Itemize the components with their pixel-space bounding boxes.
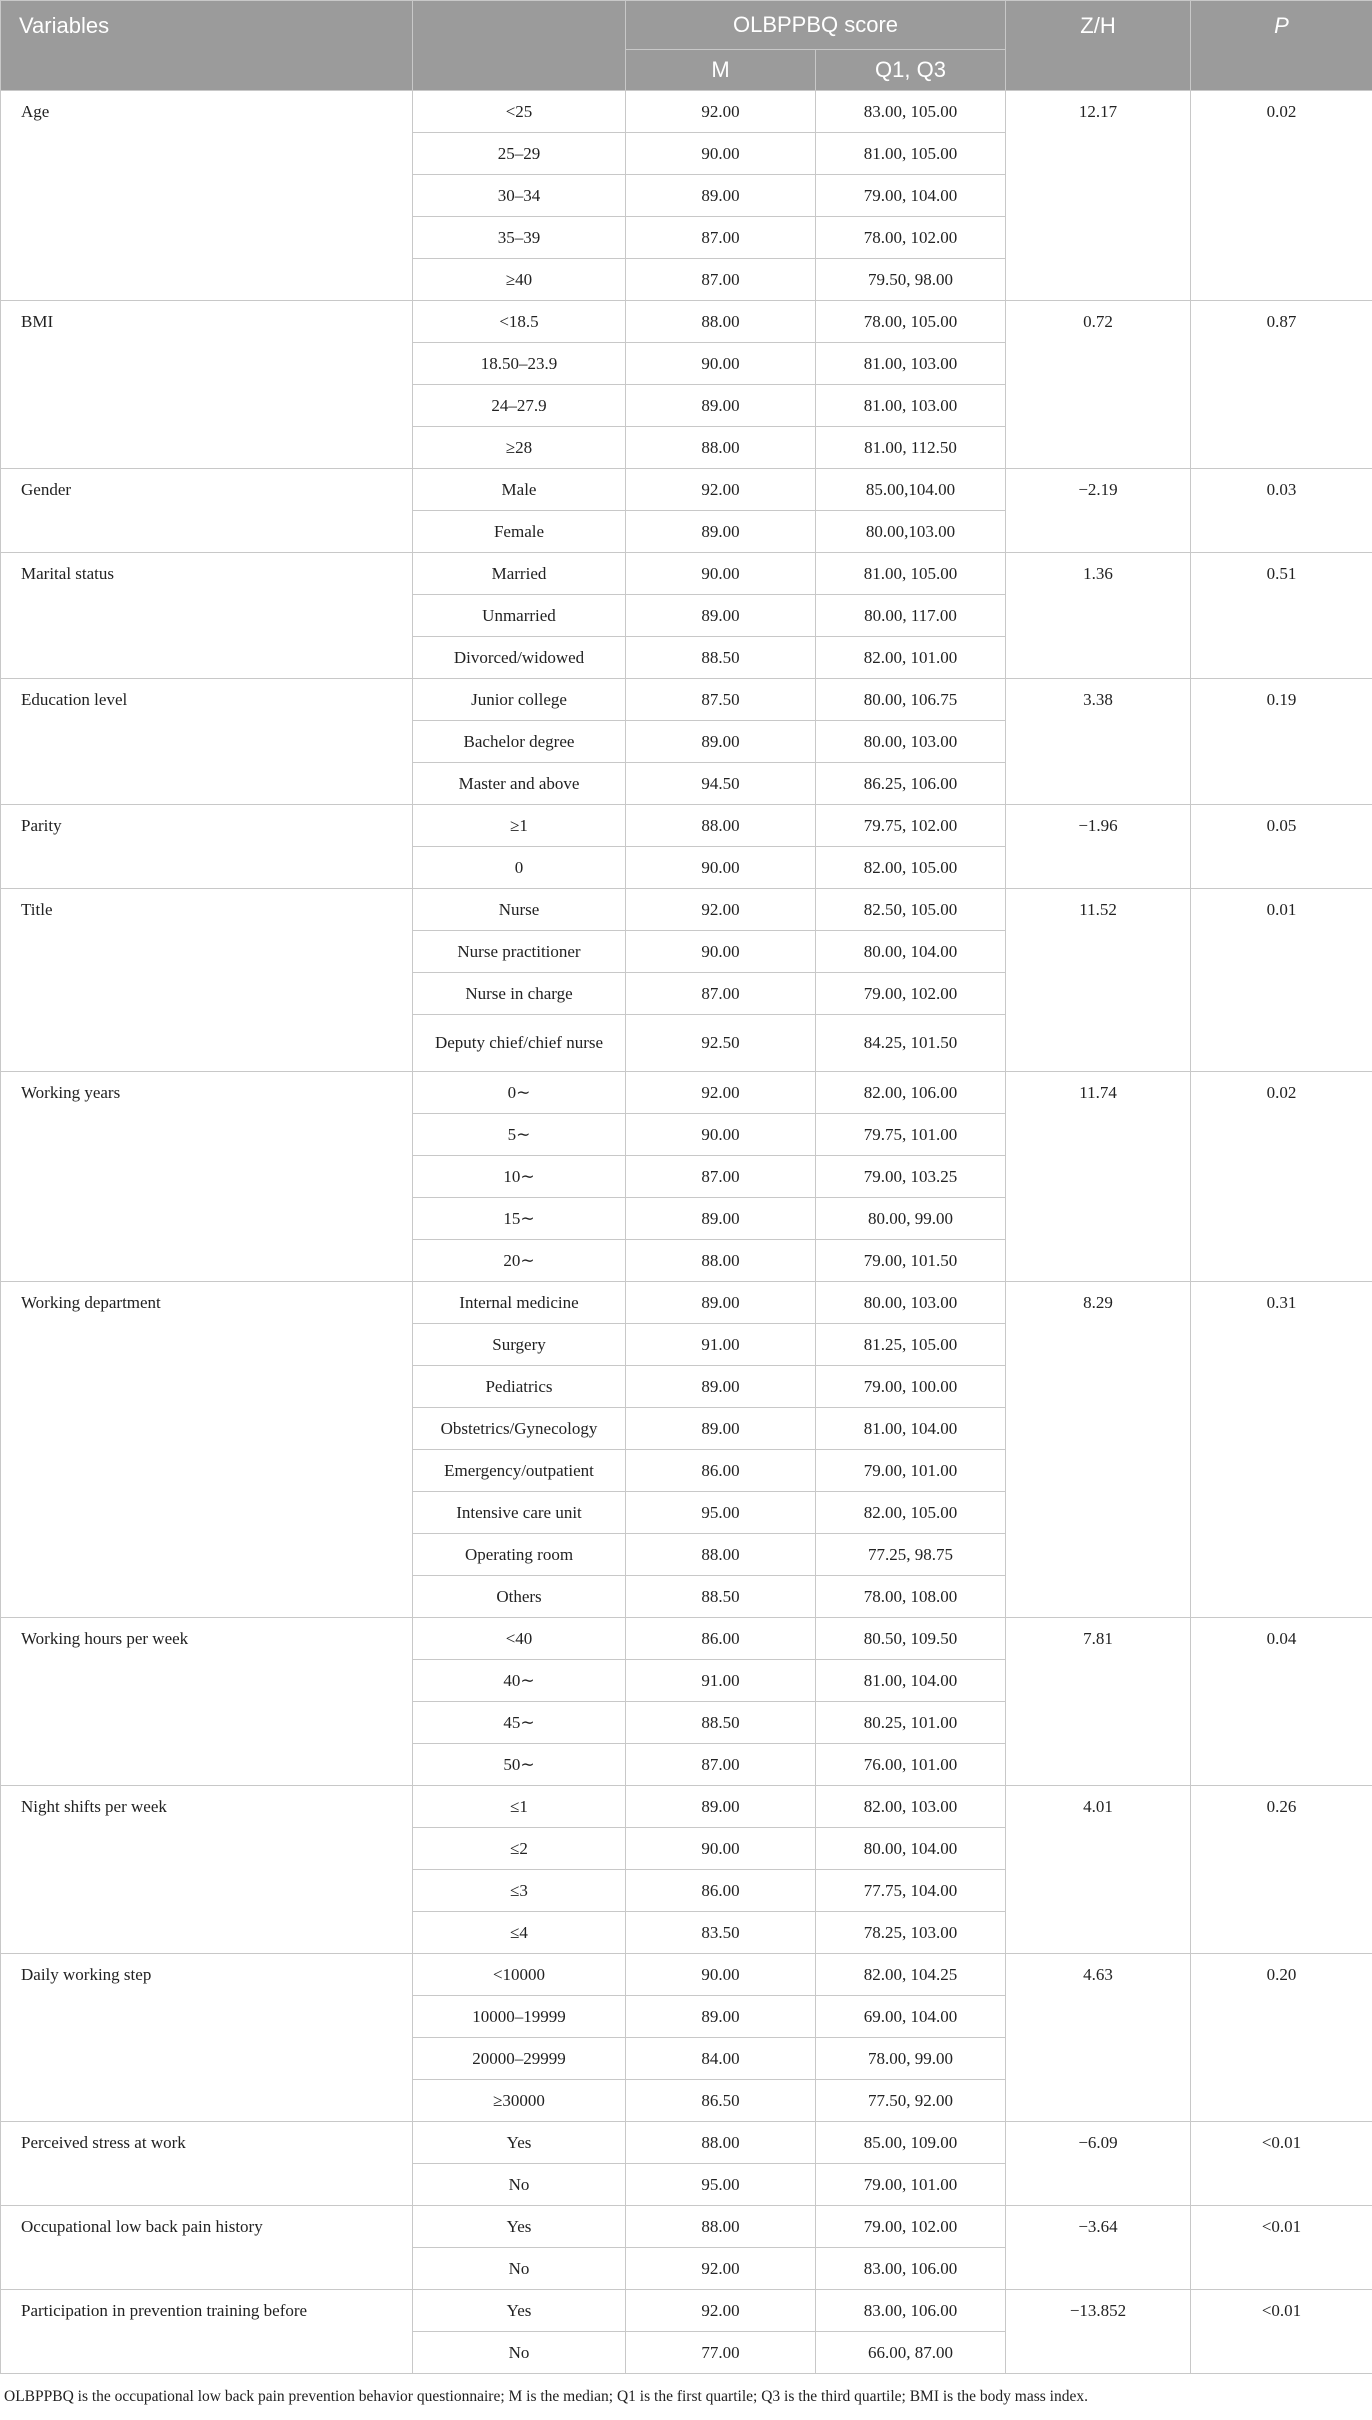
median-cell: 87.00 [626, 217, 816, 259]
level-cell: Nurse practitioner [413, 931, 626, 973]
quartile-cell: 77.50, 92.00 [816, 2080, 1006, 2122]
median-cell: 83.50 [626, 1912, 816, 1954]
table-row [1, 1954, 1372, 1996]
median-cell: 86.00 [626, 1870, 816, 1912]
level-cell: Yes [413, 2290, 626, 2332]
quartile-cell: 80.00, 103.00 [816, 1282, 1006, 1324]
level-cell: 0 [413, 847, 626, 889]
variable-cell: Working years [1, 1072, 413, 1282]
quartile-cell: 81.00, 105.00 [816, 553, 1006, 595]
quartile-cell: 82.00, 105.00 [816, 1492, 1006, 1534]
variable-cell: Parity [1, 805, 413, 889]
zh-cell: 4.01 [1006, 1786, 1191, 1954]
p-cell: 0.04 [1191, 1618, 1372, 1786]
quartile-cell: 80.00, 104.00 [816, 1828, 1006, 1870]
p-cell: 0.02 [1191, 91, 1372, 301]
table-row [1, 679, 1372, 721]
level-cell: 20000–29999 [413, 2038, 626, 2080]
quartile-cell: 83.00, 106.00 [816, 2248, 1006, 2290]
quartile-cell: 85.00,104.00 [816, 469, 1006, 511]
header-p: P [1191, 1, 1372, 91]
quartile-cell: 83.00, 106.00 [816, 2290, 1006, 2332]
quartile-cell: 69.00, 104.00 [816, 1996, 1006, 2038]
level-cell: ≤4 [413, 1912, 626, 1954]
zh-cell: 7.81 [1006, 1618, 1191, 1786]
level-cell: Female [413, 511, 626, 553]
median-cell: 88.00 [626, 427, 816, 469]
quartile-cell: 79.00, 101.50 [816, 1240, 1006, 1282]
quartile-cell: 81.00, 112.50 [816, 427, 1006, 469]
median-cell: 89.00 [626, 1282, 816, 1324]
median-cell: 86.00 [626, 1450, 816, 1492]
table-row [1, 2122, 1372, 2164]
p-cell: 0.05 [1191, 805, 1372, 889]
quartile-cell: 79.00, 101.00 [816, 2164, 1006, 2206]
quartile-cell: 86.25, 106.00 [816, 763, 1006, 805]
zh-cell: −2.19 [1006, 469, 1191, 553]
quartile-cell: 79.00, 101.00 [816, 1450, 1006, 1492]
zh-cell: 8.29 [1006, 1282, 1191, 1618]
quartile-cell: 79.00, 102.00 [816, 973, 1006, 1015]
level-cell: 45∼ [413, 1702, 626, 1744]
median-cell: 88.00 [626, 1534, 816, 1576]
median-cell: 92.00 [626, 2248, 816, 2290]
table-row [1, 805, 1372, 847]
median-cell: 91.00 [626, 1660, 816, 1702]
table-row [1, 91, 1372, 133]
level-cell: <18.5 [413, 301, 626, 343]
quartile-cell: 81.00, 104.00 [816, 1408, 1006, 1450]
header-zh: Z/H [1006, 1, 1191, 91]
variable-cell: Working hours per week [1, 1618, 413, 1786]
median-cell: 88.50 [626, 1702, 816, 1744]
quartile-cell: 79.50, 98.00 [816, 259, 1006, 301]
median-cell: 84.00 [626, 2038, 816, 2080]
quartile-cell: 82.00, 103.00 [816, 1786, 1006, 1828]
header-variables: Variables [1, 1, 413, 91]
quartile-cell: 78.00, 99.00 [816, 2038, 1006, 2080]
level-cell: <10000 [413, 1954, 626, 1996]
level-cell: Yes [413, 2122, 626, 2164]
level-cell: Yes [413, 2206, 626, 2248]
level-cell: 0∼ [413, 1072, 626, 1114]
header-median: M [626, 50, 816, 91]
median-cell: 89.00 [626, 511, 816, 553]
median-cell: 91.00 [626, 1324, 816, 1366]
variable-cell: Night shifts per week [1, 1786, 413, 1954]
quartile-cell: 77.75, 104.00 [816, 1870, 1006, 1912]
median-cell: 88.00 [626, 2206, 816, 2248]
p-cell: 0.19 [1191, 679, 1372, 805]
quartile-cell: 79.75, 102.00 [816, 805, 1006, 847]
quartile-cell: 77.25, 98.75 [816, 1534, 1006, 1576]
quartile-cell: 76.00, 101.00 [816, 1744, 1006, 1786]
median-cell: 90.00 [626, 847, 816, 889]
table-row [1, 469, 1372, 511]
level-cell: 25–29 [413, 133, 626, 175]
quartile-cell: 79.00, 102.00 [816, 2206, 1006, 2248]
median-cell: 86.00 [626, 1618, 816, 1660]
median-cell: 92.00 [626, 2290, 816, 2332]
variable-cell: Occupational low back pain history [1, 2206, 413, 2290]
quartile-cell: 84.25, 101.50 [816, 1015, 1006, 1072]
median-cell: 90.00 [626, 343, 816, 385]
level-cell: Obstetrics/Gynecology [413, 1408, 626, 1450]
zh-cell: 12.17 [1006, 91, 1191, 301]
level-cell: Emergency/outpatient [413, 1450, 626, 1492]
level-cell: Master and above [413, 763, 626, 805]
quartile-cell: 79.00, 103.25 [816, 1156, 1006, 1198]
median-cell: 89.00 [626, 1366, 816, 1408]
level-cell: ≤3 [413, 1870, 626, 1912]
median-cell: 86.50 [626, 2080, 816, 2122]
level-cell: 35–39 [413, 217, 626, 259]
level-cell: Pediatrics [413, 1366, 626, 1408]
median-cell: 92.00 [626, 91, 816, 133]
level-cell: 18.50–23.9 [413, 343, 626, 385]
variable-cell: Gender [1, 469, 413, 553]
level-cell: Intensive care unit [413, 1492, 626, 1534]
quartile-cell: 81.00, 103.00 [816, 343, 1006, 385]
median-cell: 88.00 [626, 2122, 816, 2164]
quartile-cell: 80.00, 104.00 [816, 931, 1006, 973]
variable-cell: Education level [1, 679, 413, 805]
level-cell: ≥40 [413, 259, 626, 301]
variable-cell: Title [1, 889, 413, 1072]
p-cell: <0.01 [1191, 2122, 1372, 2206]
median-cell: 87.00 [626, 1744, 816, 1786]
variable-cell: Marital status [1, 553, 413, 679]
median-cell: 92.00 [626, 889, 816, 931]
level-cell: ≥28 [413, 427, 626, 469]
zh-cell: −1.96 [1006, 805, 1191, 889]
quartile-cell: 81.00, 105.00 [816, 133, 1006, 175]
variable-cell: Working department [1, 1282, 413, 1618]
quartile-cell: 82.00, 105.00 [816, 847, 1006, 889]
level-cell: Bachelor degree [413, 721, 626, 763]
table-row [1, 1282, 1372, 1324]
median-cell: 90.00 [626, 1954, 816, 1996]
table-row [1, 553, 1372, 595]
median-cell: 90.00 [626, 931, 816, 973]
median-cell: 92.50 [626, 1015, 816, 1072]
table-row [1, 2290, 1372, 2332]
quartile-cell: 81.00, 103.00 [816, 385, 1006, 427]
p-cell: 0.26 [1191, 1786, 1372, 1954]
level-cell: 10∼ [413, 1156, 626, 1198]
level-cell: <25 [413, 91, 626, 133]
median-cell: 88.50 [626, 1576, 816, 1618]
level-cell: ≥1 [413, 805, 626, 847]
p-cell: 0.02 [1191, 1072, 1372, 1282]
level-cell: 40∼ [413, 1660, 626, 1702]
level-cell: No [413, 2248, 626, 2290]
zh-cell: 11.74 [1006, 1072, 1191, 1282]
zh-cell: 11.52 [1006, 889, 1191, 1072]
median-cell: 90.00 [626, 553, 816, 595]
level-cell: 24–27.9 [413, 385, 626, 427]
quartile-cell: 80.50, 109.50 [816, 1618, 1006, 1660]
median-cell: 89.00 [626, 1198, 816, 1240]
table-body [1, 91, 1372, 2374]
median-cell: 94.50 [626, 763, 816, 805]
variable-cell: Participation in prevention training before [1, 2290, 413, 2374]
variable-cell: Age [1, 91, 413, 301]
level-cell: <40 [413, 1618, 626, 1660]
level-cell: 30–34 [413, 175, 626, 217]
level-cell: Surgery [413, 1324, 626, 1366]
table-footnote: OLBPPBQ is the occupational low back pain prevention behavior questionnaire; M is the median; Q1 is the first quartile; Q3 is the third quartile; BMI is the body mass index. [4, 2388, 1088, 2405]
median-cell: 90.00 [626, 1114, 816, 1156]
level-cell: ≥30000 [413, 2080, 626, 2122]
quartile-cell: 66.00, 87.00 [816, 2332, 1006, 2374]
quartile-cell: 78.00, 102.00 [816, 217, 1006, 259]
level-cell: 15∼ [413, 1198, 626, 1240]
level-cell: 20∼ [413, 1240, 626, 1282]
median-cell: 95.00 [626, 2164, 816, 2206]
level-cell: No [413, 2164, 626, 2206]
level-cell: Deputy chief/chief nurse [413, 1015, 626, 1072]
level-cell: 5∼ [413, 1114, 626, 1156]
variable-cell: Perceived stress at work [1, 2122, 413, 2206]
p-cell: 0.01 [1191, 889, 1372, 1072]
p-cell: <0.01 [1191, 2206, 1372, 2290]
quartile-cell: 79.00, 104.00 [816, 175, 1006, 217]
median-cell: 88.50 [626, 637, 816, 679]
zh-cell: 1.36 [1006, 553, 1191, 679]
quartile-cell: 80.00, 117.00 [816, 595, 1006, 637]
level-cell: ≤2 [413, 1828, 626, 1870]
median-cell: 89.00 [626, 595, 816, 637]
median-cell: 87.00 [626, 973, 816, 1015]
zh-cell: 4.63 [1006, 1954, 1191, 2122]
quartile-cell: 85.00, 109.00 [816, 2122, 1006, 2164]
level-cell: Married [413, 553, 626, 595]
median-cell: 87.00 [626, 1156, 816, 1198]
median-cell: 89.00 [626, 1408, 816, 1450]
median-cell: 88.00 [626, 1240, 816, 1282]
level-cell: No [413, 2332, 626, 2374]
quartile-cell: 78.00, 105.00 [816, 301, 1006, 343]
median-cell: 87.00 [626, 259, 816, 301]
median-cell: 92.00 [626, 1072, 816, 1114]
quartile-cell: 81.25, 105.00 [816, 1324, 1006, 1366]
p-cell: 0.20 [1191, 1954, 1372, 2122]
zh-cell: −13.852 [1006, 2290, 1191, 2374]
median-cell: 77.00 [626, 2332, 816, 2374]
level-cell: Male [413, 469, 626, 511]
p-cell: 0.51 [1191, 553, 1372, 679]
quartile-cell: 80.00,103.00 [816, 511, 1006, 553]
header-level-blank [413, 1, 626, 91]
p-cell: 0.87 [1191, 301, 1372, 469]
zh-cell: 3.38 [1006, 679, 1191, 805]
level-cell: ≤1 [413, 1786, 626, 1828]
level-cell: Nurse [413, 889, 626, 931]
quartile-cell: 79.75, 101.00 [816, 1114, 1006, 1156]
median-cell: 95.00 [626, 1492, 816, 1534]
median-cell: 87.50 [626, 679, 816, 721]
level-cell: 50∼ [413, 1744, 626, 1786]
variable-cell: Daily working step [1, 1954, 413, 2122]
quartile-cell: 80.25, 101.00 [816, 1702, 1006, 1744]
median-cell: 89.00 [626, 1996, 816, 2038]
table-row [1, 1618, 1372, 1660]
quartile-cell: 80.00, 99.00 [816, 1198, 1006, 1240]
median-cell: 89.00 [626, 721, 816, 763]
table-header [1, 1, 1372, 91]
quartile-cell: 80.00, 106.75 [816, 679, 1006, 721]
p-cell: 0.03 [1191, 469, 1372, 553]
median-cell: 90.00 [626, 1828, 816, 1870]
table-row [1, 2206, 1372, 2248]
quartile-cell: 78.00, 108.00 [816, 1576, 1006, 1618]
quartile-cell: 78.25, 103.00 [816, 1912, 1006, 1954]
level-cell: Nurse in charge [413, 973, 626, 1015]
quartile-cell: 82.00, 104.25 [816, 1954, 1006, 1996]
level-cell: Junior college [413, 679, 626, 721]
median-cell: 92.00 [626, 469, 816, 511]
level-cell: Internal medicine [413, 1282, 626, 1324]
zh-cell: −6.09 [1006, 2122, 1191, 2206]
level-cell: Operating room [413, 1534, 626, 1576]
quartile-cell: 82.00, 106.00 [816, 1072, 1006, 1114]
header-score-group: OLBPPBQ score [626, 1, 1006, 50]
zh-cell: −3.64 [1006, 2206, 1191, 2290]
p-cell: 0.31 [1191, 1282, 1372, 1618]
median-cell: 89.00 [626, 1786, 816, 1828]
median-cell: 88.00 [626, 805, 816, 847]
table-row [1, 1072, 1372, 1114]
median-cell: 90.00 [626, 133, 816, 175]
median-cell: 89.00 [626, 385, 816, 427]
median-cell: 89.00 [626, 175, 816, 217]
quartile-cell: 83.00, 105.00 [816, 91, 1006, 133]
quartile-cell: 81.00, 104.00 [816, 1660, 1006, 1702]
table-row [1, 889, 1372, 931]
table-row [1, 1786, 1372, 1828]
quartile-cell: 82.00, 101.00 [816, 637, 1006, 679]
quartile-cell: 82.50, 105.00 [816, 889, 1006, 931]
median-cell: 88.00 [626, 301, 816, 343]
level-cell: Others [413, 1576, 626, 1618]
p-cell: <0.01 [1191, 2290, 1372, 2374]
zh-cell: 0.72 [1006, 301, 1191, 469]
level-cell: 10000–19999 [413, 1996, 626, 2038]
header-quartiles: Q1, Q3 [816, 50, 1006, 91]
quartile-cell: 80.00, 103.00 [816, 721, 1006, 763]
level-cell: Unmarried [413, 595, 626, 637]
level-cell: Divorced/widowed [413, 637, 626, 679]
quartile-cell: 79.00, 100.00 [816, 1366, 1006, 1408]
table-row [1, 301, 1372, 343]
variable-cell: BMI [1, 301, 413, 469]
